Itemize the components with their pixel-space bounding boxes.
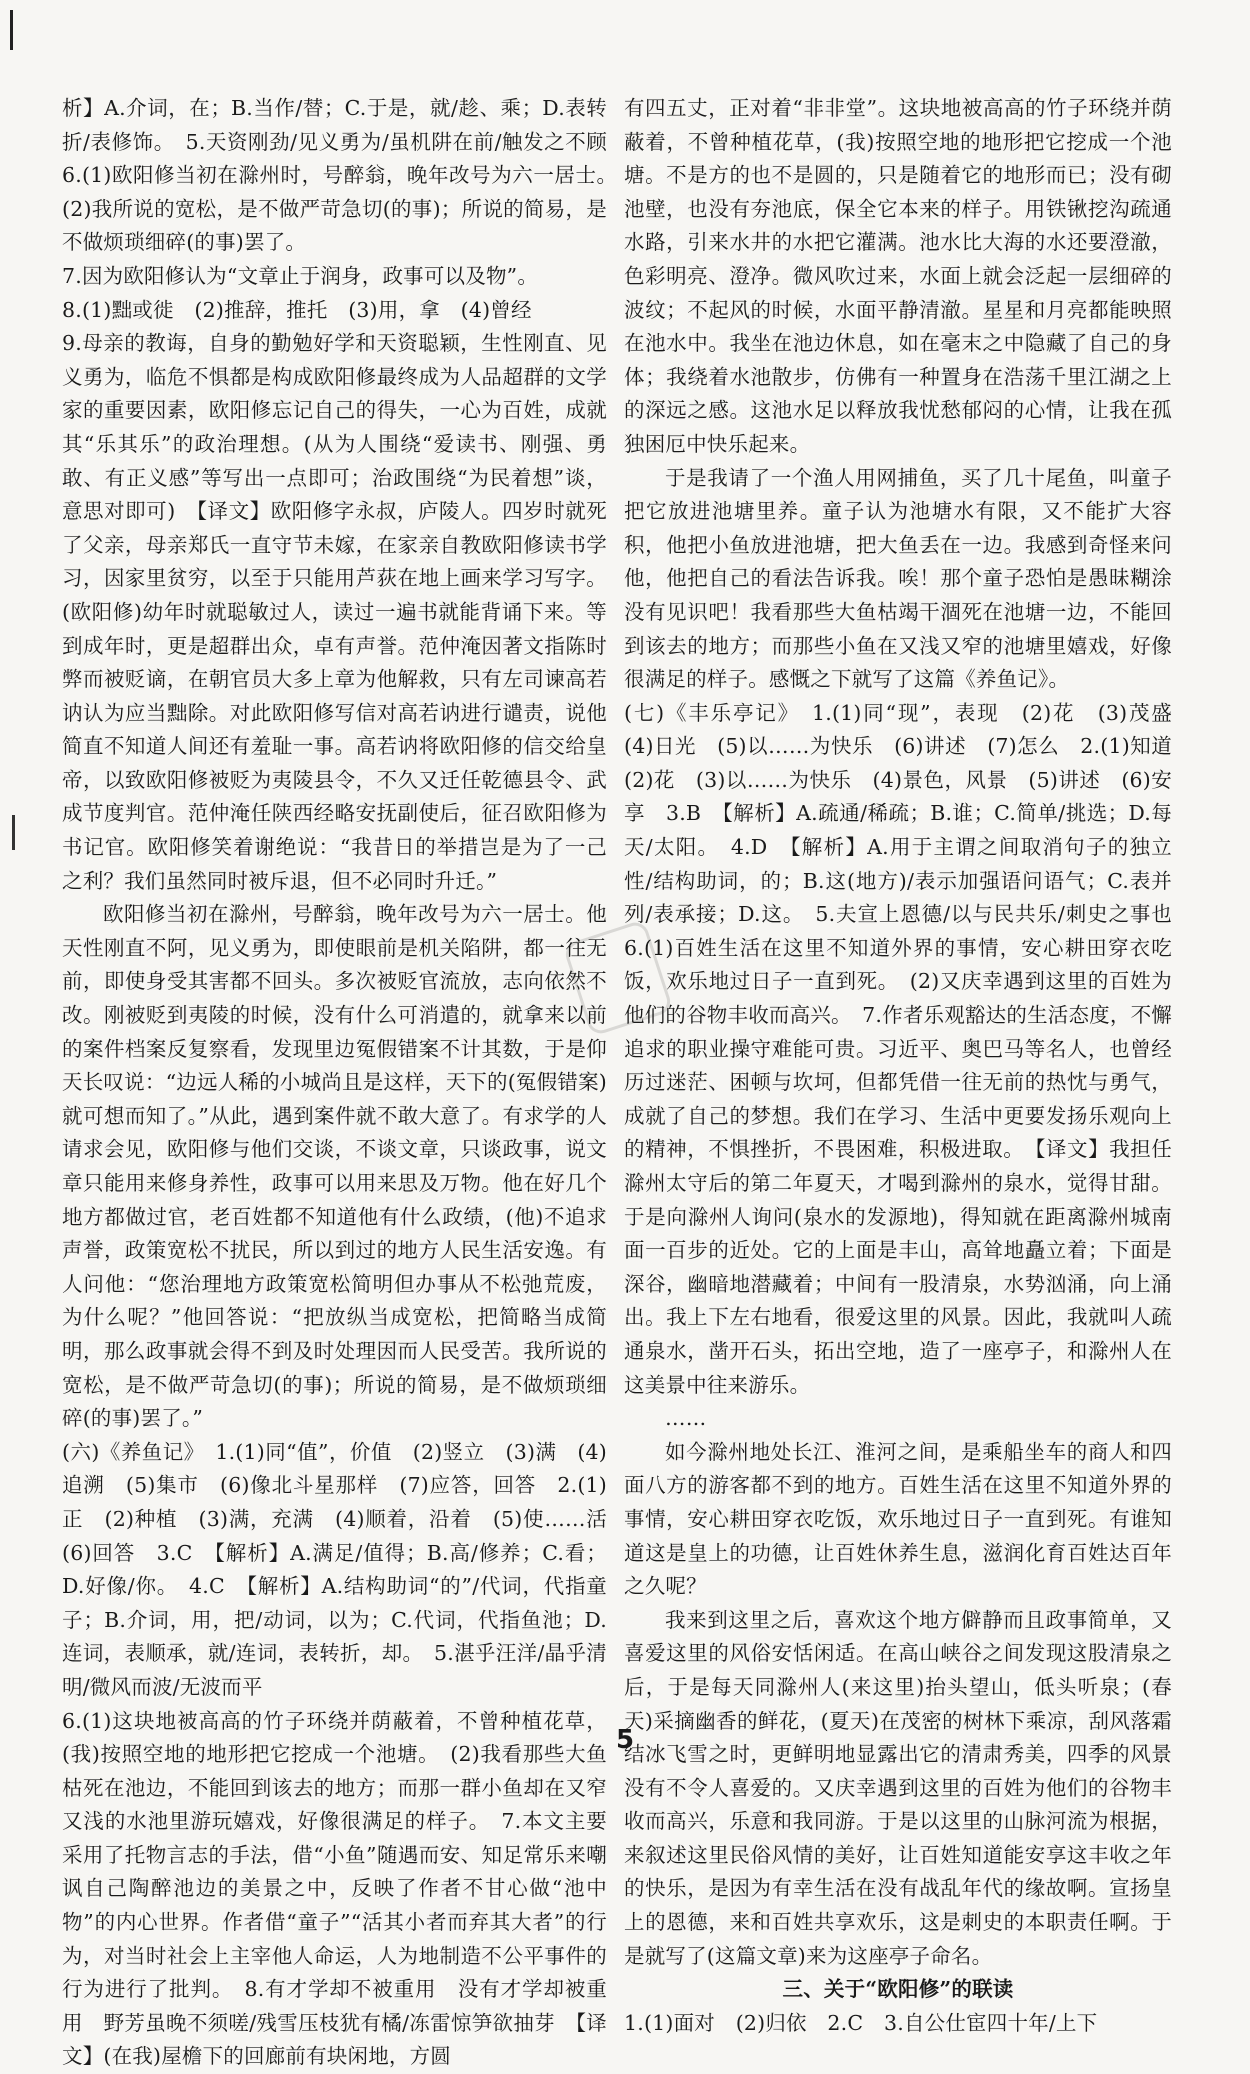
answer-paragraph: 析】A.介词，在；B.当作/替；C.于是，就/趁、乘；D.表转折/表修饰。 5.天资刚劲/见义勇为/虽机阱在前/触发之不顾 6.(1)欧阳修当初在滁州时，号醉翁，晚年改号为六一居士。 (2)我所说的宽松，是不做严苛急切(的事)；所说的简易，是不做烦琐细碎(的事)罢了。	[62, 92, 607, 260]
scan-margin-mark	[12, 815, 15, 850]
section-3-title: 三、关于“欧阳修”的联读	[624, 1973, 1172, 2007]
section-6-question-6: 6.(1)这块地被高高的竹子环绕并荫蔽着，不曾种植花草，(我)按照空地的地形把它挖成一个池塘。 (2)我看那些大鱼枯死在池边，不能回到该去的地方；而那一群小鱼却在又窄又浅的水池里游玩嬉戏，好像很满足的样子。 7.本文主要采用了托物言志的手法，借“小鱼”随遇而安、知足常乐来嘲讽自己陶醉池边的美景之中，反映了作者不甘心做“池中物”的内心世界。作者借“童子”“活其小者而弃其大者”的行为，对当时社会上主宰他人命运，人为地制造不公平事件的行为进行了批判。 8.有才学却不被重用 没有才学却被重用 野芳虽晚不须嗟/残雪压枝犹有橘/冻雷惊笋欲抽芽 【译文】(在我)屋檐下的回廊前有块闲地，方圆	[62, 1705, 607, 2074]
section-3-answers: 1.(1)面对 (2)归依 2.C 3.自公仕宦四十年/上下	[624, 2007, 1172, 2041]
answer-paragraph: 9.母亲的教诲，自身的勤勉好学和天资聪颖，生性刚直、见义勇为，临危不惧都是构成欧阳修最终成为人品超群的文学家的重要因素，欧阳修忘记自己的得失，一心为百姓，成就其“乐其乐”的政治理想。(从为人围绕“爱读书、刚强、勇敢、有正义感”等写出一点即可；治政围绕“为民着想”谈，意思对即可) 【译文】欧阳修字永叔，庐陵人。四岁时就死了父亲，母亲郑氏一直守节未嫁，在家亲自教欧阳修读书学习，因家里贫穷，以至于只能用芦荻在地上画来学习写字。(欧阳修)幼年时就聪敏过人，读过一遍书就能背诵下来。等到成年时，更是超群出众，卓有声誉。范仲淹因著文指陈时弊而被贬谪，在朝官员大多上章为他解救，只有左司谏高若讷认为应当黜除。对此欧阳修写信对高若讷进行谴责，说他简直不知道人间还有羞耻一事。高若讷将欧阳修的信交给皇帝，以致欧阳修被贬为夷陵县令，不久又迁任乾德县令、武成节度判官。范仲淹任陕西经略安抚副使后，征召欧阳修为书记官。欧阳修笑着谢绝说：“我昔日的举措岂是为了一己之利？我们虽然同时被斥退，但不必同时升迁。”	[62, 327, 607, 898]
translation-paragraph: 于是我请了一个渔人用网捕鱼，买了几十尾鱼，叫童子把它放进池塘里养。童子认为池塘水有限，又不能扩大容积，他把小鱼放进池塘，把大鱼丢在一边。我感到奇怪来问他，他把自己的看法告诉我。唉！那个童子恐怕是愚昧糊涂没有见识吧！我看那些大鱼枯竭干涸死在池塘一边，不能回到该去的地方；而那些小鱼在又浅又窄的池塘里嬉戏，好像很满足的样子。感慨之下就写了这篇《养鱼记》。	[624, 462, 1172, 697]
translation-paragraph: 我来到这里之后，喜欢这个地方僻静而且政事简单，又喜爱这里的风俗安恬闲适。在高山峡谷之间发现这股清泉之后，于是每天同滁州人(来这里)抬头望山，低头听泉；(春天)采摘幽香的鲜花，(夏天)在茂密的树林下乘凉，刮风落霜结冰飞雪之时，更鲜明地显露出它的清肃秀美，四季的风景没有不令人喜爱的。又庆幸遇到这里的百姓为他们的谷物丰收而高兴，乐意和我同游。于是以这里的山脉河流为根据，来叙述这里民俗风情的美好，让百姓知道能安享这丰收之年的快乐，是因为有幸生活在没有战乱年代的缘故啊。宣扬皇上的恩德，来和百姓共享欢乐，这是刺史的本职责任啊。于是就写了(这篇文章)来为这座亭子命名。	[624, 1604, 1172, 1974]
answer-paragraph: 7.因为欧阳修认为“文章止于润身，政事可以及物”。	[62, 260, 607, 294]
page-number: 5	[0, 1725, 1250, 1755]
translation-paragraph: 欧阳修当初在滁州，号醉翁，晚年改号为六一居士。他天性刚直不阿，见义勇为，即使眼前是机关陷阱，都一往无前，即使身受其害都不回头。多次被贬官流放，志向依然不改。刚被贬到夷陵的时候，没有什么可消遣的，就拿来以前的案件档案反复察看，发现里边冤假错案不计其数，于是仰天长叹说：“边远人稀的小城尚且是这样，天下的(冤假错案)就可想而知了。”从此，遇到案件就不敢大意了。有求学的人请求会见，欧阳修与他们交谈，不谈文章，只谈政事，说文章只能用来修身养性，政事可以用来思及万物。他在好几个地方都做过官，老百姓都不知道他有什么政绩，(他)不追求声誉，政策宽松不扰民，所以到过的地方人民生活安逸。有人问他：“您治理地方政策宽松简明但办事从不松弛荒废，为什么呢？”他回答说：“把放纵当成宽松，把简略当成简明，那么政事就会得不到及时处理因而人民受苦。我所说的宽松，是不做严苛急切(的事)；所说的简易，是不做烦琐细碎(的事)罢了。”	[62, 898, 607, 1436]
ellipsis: ……	[624, 1402, 1172, 1436]
answer-paragraph: 8.(1)黜或徙 (2)推辞，推托 (3)用，拿 (4)曾经	[62, 294, 607, 328]
translation-paragraph: 如今滁州地处长江、淮河之间，是乘船坐车的商人和四面八方的游客都不到的地方。百姓生活在这里不知道外界的事情，安心耕田穿衣吃饭，欢乐地过日子一直到死。有谁知道这是皇上的功德，让百姓休养生息，滋润化育百姓达百年之久呢？	[624, 1436, 1172, 1604]
scan-margin-mark	[10, 10, 13, 50]
translation-paragraph: 有四五丈，正对着“非非堂”。这块地被高高的竹子环绕并荫蔽着，不曾种植花草，(我)按照空地的地形把它挖成一个池塘。不是方的也不是圆的，只是随着它的地形而已；没有砌池壁，也没有夯池底，保全它本来的样子。用铁锹挖沟疏通水路，引来水井的水把它灌满。池水比大海的水还要澄澈，色彩明亮、澄净。微风吹过来，水面上就会泛起一层细碎的波纹；不起风的时候，水面平静清澈。星星和月亮都能映照在池水中。我坐在池边休息，如在毫末之中隐藏了自己的身体；我绕着水池散步，仿佛有一种置身在浩荡千里江湖之上的深远之感。这池水足以释放我忧愁郁闷的心情，让我在孤独困厄中快乐起来。	[624, 92, 1172, 462]
section-6-answers: (六)《养鱼记》 1.(1)同“值”，价值 (2)竖立 (3)满 (4)追溯 (5)集市 (6)像北斗星那样 (7)应答，回答 2.(1)正 (2)种植 (3)满，充满 (4)顺着，沿着 (5)使……活 (6)回答 3.C 【解析】A.满足/值得；B.高/修养；C.看；D.好像/你。 4.C 【解析】A.结构助词“的”/代词，代指童子；B.介词，用，把/动词，以为；C.代词，代指鱼池；D.连词，表顺承，就/连词，表转折，却。 5.湛乎汪洋/晶乎清明/微风而波/无波而平	[62, 1436, 607, 1705]
section-7-answers: (七)《丰乐亭记》 1.(1)同“现”，表现 (2)花 (3)茂盛 (4)日光 (5)以……为快乐 (6)讲述 (7)怎么 2.(1)知道 (2)花 (3)以……为快乐 (4)景色，风景 (5)讲述 (6)安享 3.B 【解析】A.疏通/稀疏；B.谁；C.简单/挑选；D.每天/太阳。 4.D 【解析】A.用于主谓之间取消句子的独立性/结构助词，的；B.这(地方)/表示加强语问语气；C.表并列/表承接；D.这。 5.夫宣上恩德/以与民共乐/刺史之事也 6.(1)百姓生活在这里不知道外界的事情，安心耕田穿衣吃饭，欢乐地过日子一直到死。 (2)又庆幸遇到这里的百姓为他们的谷物丰收而高兴。 7.作者乐观豁达的生活态度，不懈追求的职业操守难能可贵。习近平、奥巴马等名人，也曾经历过迷茫、困顿与坎坷，但都凭借一往无前的热忱与勇气，成就了自己的梦想。我们在学习、生活中更要发扬乐观向上的精神，不惧挫折，不畏困难，积极进取。 【译文】我担任滁州太守后的第二年夏天，才喝到滁州的泉水，觉得甘甜。于是向滁州人询问(泉水的发源地)，得知就在距离滁州城南面一百步的近处。它的上面是丰山，高耸地矗立着；下面是深谷，幽暗地潜藏着；中间有一股清泉，水势汹涌，向上涌出。我上下左右地看，很爱这里的风景。因此，我就叫人疏通泉水，凿开石头，拓出空地，造了一座亭子，和滁州人在这美景中往来游乐。	[624, 697, 1172, 1402]
